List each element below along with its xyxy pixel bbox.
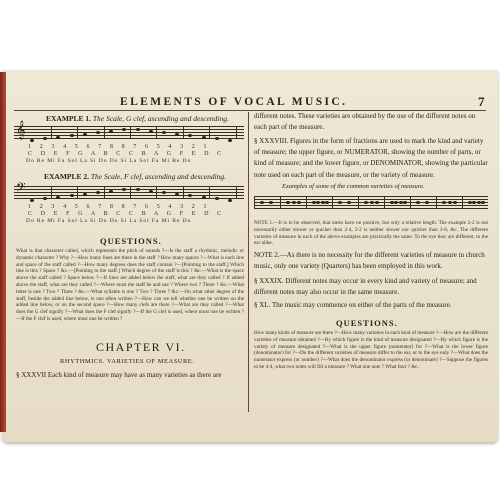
note-head — [136, 128, 140, 131]
bar-line — [436, 196, 437, 208]
note-head — [109, 190, 113, 193]
right-questions-heading: QUESTIONS. — [336, 318, 398, 328]
staff-example-1 — [14, 124, 244, 144]
note-head — [338, 201, 342, 204]
bar-line — [130, 186, 131, 198]
section-xxxix: § XXXIX. Different notes may occur in every kind and variety of measure; and different notes may also occur in the same measure. — [254, 277, 477, 297]
bar-line — [306, 196, 307, 208]
note-head — [269, 201, 273, 204]
note-head — [228, 139, 232, 142]
note-head — [175, 133, 179, 136]
scale-1-numbers: 1 2 3 4 5 6 7 8 8 7 6 5 4 3 2 1 — [28, 144, 211, 150]
example-2-caption: The Scale, F clef, ascending and descending. — [90, 172, 227, 181]
note-head — [109, 130, 113, 133]
f-clef-icon: 𝄢 — [16, 182, 26, 198]
note-2: NOTE 2.—As there is no necessity for the different varieties of measure in church music, only one variety (Quarters) has been employed in this work. — [254, 251, 485, 271]
note-head — [122, 188, 126, 191]
page-number: 7 — [478, 94, 485, 109]
note-head — [297, 201, 301, 204]
note-head — [162, 191, 166, 194]
section-xxxviii: § XXXVIII. Figures in the form of fractions are used to mark the kind and variety of measure; the upper figure, or NUMERATOR, showing the number of parts, or kind of measure; and the lower figure, or DENOMINATOR, showing the particular note used on each part of the measure, or the variety of measure. — [254, 137, 488, 179]
note-head — [30, 139, 34, 142]
note-head — [416, 201, 420, 204]
bar-line — [104, 186, 105, 198]
measure-examples-caption: Examples of some of the common varieties of measure. — [282, 183, 425, 190]
section-xxxvii: § XXXVII Each kind of measure may have as many varieties as there are — [16, 371, 222, 379]
bar-line — [410, 196, 411, 208]
bar-line — [280, 196, 281, 208]
bar-line — [130, 126, 131, 138]
note-head — [321, 201, 325, 204]
note-head — [83, 193, 87, 196]
example-2-heading — [44, 172, 226, 181]
note-head — [228, 199, 232, 202]
staff-example-2 — [14, 184, 244, 204]
note-head — [70, 194, 74, 197]
note-head — [364, 201, 368, 204]
note-head — [394, 201, 398, 204]
note-head — [375, 201, 379, 204]
scale-1-letters: C D E F G A B C C B A G F E D C — [28, 151, 225, 157]
note-head — [56, 136, 60, 139]
note-head — [188, 194, 192, 197]
note-head — [43, 197, 47, 200]
note-head — [149, 190, 153, 193]
note-head — [325, 201, 329, 204]
note-head — [215, 197, 219, 200]
bar-line — [332, 196, 333, 208]
bar-line — [156, 126, 157, 138]
example-2-label: EXAMPLE 2. — [44, 172, 89, 181]
note-head — [292, 201, 296, 204]
chapter-title: CHAPTER VI. — [96, 340, 186, 354]
section-xl: § XL. The music may commence on either of the parts of the measure. — [254, 301, 452, 309]
note-head — [83, 133, 87, 136]
note-head — [136, 188, 140, 191]
scale-1-syllables: Do Re Mi Fa Sol La Si Do Do Si La Sol Fa Mi Re Do — [26, 158, 192, 164]
column-divider — [248, 112, 249, 412]
page-title: ELEMENTS OF VOCAL MUSIC. — [120, 96, 348, 108]
left-questions-text: What is that character called, which represents the pitch of sounds ?—Is the staff a rhythmic, melodic or dynamic character ? Why ?—How many lines are there in the staff ? How many spaces ?—What is each line and space of the staff called ?—How many degrees does the staff contain ?—[Pointing to the staff.] Which line is this ? Space ? &c.—[Pointing to the staff.] Which degree of the staff is this ? &c.—What is the space above the staff called ? Space below ?—If lines are added below the staff, what are they called ? If added above the staff, what are they called ?—Where must the staff be and use ? Where two ? Three ? &c.—What letter is one ? Two ? Three ? &c.—What syllable is one ? Two ? Three ? &c.—On what other degree of the staff, beside the added line below, is one often written ?—How can we tell whether one be written on the added line below, or on the second space ?—How many clefs are there ?—What are they called ?—What does the G clef signify ?—What does the F clef signify ?—If the G clef is used, where must one be written ?—If the F clef is used, where must one be written ? — [16, 248, 244, 322]
example-1-caption: The Scale, G clef, ascending and descending. — [92, 114, 229, 123]
note-head — [43, 137, 47, 140]
note-head — [162, 131, 166, 134]
g-clef-icon: 𝄞 — [16, 122, 26, 139]
note-head — [347, 201, 351, 204]
bar-line — [236, 126, 237, 138]
bar-line — [104, 126, 105, 138]
note-head — [442, 201, 446, 204]
note-head — [453, 201, 457, 204]
note-head — [175, 193, 179, 196]
note-head — [56, 196, 60, 199]
note-head — [215, 137, 219, 140]
note-head — [370, 201, 374, 204]
note-head — [403, 201, 407, 204]
scale-2-letters: C D E F G A B C C B A G F E D C — [28, 211, 225, 217]
bar-line — [183, 186, 184, 198]
note-head — [149, 130, 153, 133]
left-questions-heading: QUESTIONS. — [100, 236, 162, 246]
bar-line — [209, 186, 210, 198]
note-head — [96, 131, 100, 134]
note-head — [260, 201, 264, 204]
bar-line — [156, 186, 157, 198]
note-head — [399, 201, 403, 204]
bar-line — [254, 196, 255, 208]
note-head — [472, 201, 476, 204]
note-head — [202, 196, 206, 199]
scale-2-numbers: 1 2 3 4 5 6 7 8 8 7 6 5 4 3 2 1 — [28, 204, 211, 210]
example-1-label: EXAMPLE 1. — [46, 114, 91, 123]
bar-line — [51, 186, 52, 198]
note-head — [477, 201, 481, 204]
note-head — [188, 134, 192, 137]
bar-line — [51, 126, 52, 138]
scale-2-syllables: Do Re Mi Fa Sol La Si Do Do Si La Sol Fa Mi Re Do — [26, 218, 192, 224]
bar-line — [183, 126, 184, 138]
note-head — [70, 134, 74, 137]
note-head — [202, 136, 206, 139]
note-head — [316, 201, 320, 204]
note-head — [425, 201, 429, 204]
note-head — [96, 191, 100, 194]
right-questions-text: How many kinds of measure are there ?—How many varieties in each kind of measure ?—How are the different varieties of measure obtained ?—By which figure is the kind of measure designated ?—By which figure is the variety of measure designated ?—What is the upper figure (numerator) for ?—What is the lower figure (denominator) for ?—Do the different varieties of measure differ to the ear, or to the eye only ?—What does the numerator express (or number) ?—What does the denominator express (or denominate) ?—Suppose the figures to be 4-4, what two notes will fill a measure ? What one note ? What four ? &c. — [254, 330, 488, 370]
note-head — [481, 201, 485, 204]
bar-line — [236, 186, 237, 198]
chapter-subtitle: RHYTHMICS. VARIETIES OF MEASURE. — [60, 358, 195, 365]
book-spine — [0, 72, 6, 432]
bar-line — [77, 186, 78, 198]
bar-line — [358, 196, 359, 208]
bar-line — [462, 196, 463, 208]
note-1: NOTE 1.—It is to be observed, that notes have no positive, but only a relative length. The example 2-2 is not necessarily either slower or quicker than 2-4, 2-2 is neither slower nor quicker than 3-8, &c. The different varieties of measure in each of the above examples are practically the same. To the eye they are different, to the ear alike. — [254, 220, 488, 247]
note-head — [286, 201, 290, 204]
right-intro: different notes. These varieties are obtained by the use of the different notes on each part of the measure. — [254, 112, 476, 132]
bar-line — [209, 126, 210, 138]
bar-line — [77, 126, 78, 138]
note-head — [448, 201, 452, 204]
note-head — [30, 199, 34, 202]
note-head — [122, 128, 126, 131]
measure-varieties-staff — [254, 194, 488, 212]
example-1-heading — [46, 114, 229, 123]
bar-line — [384, 196, 385, 208]
